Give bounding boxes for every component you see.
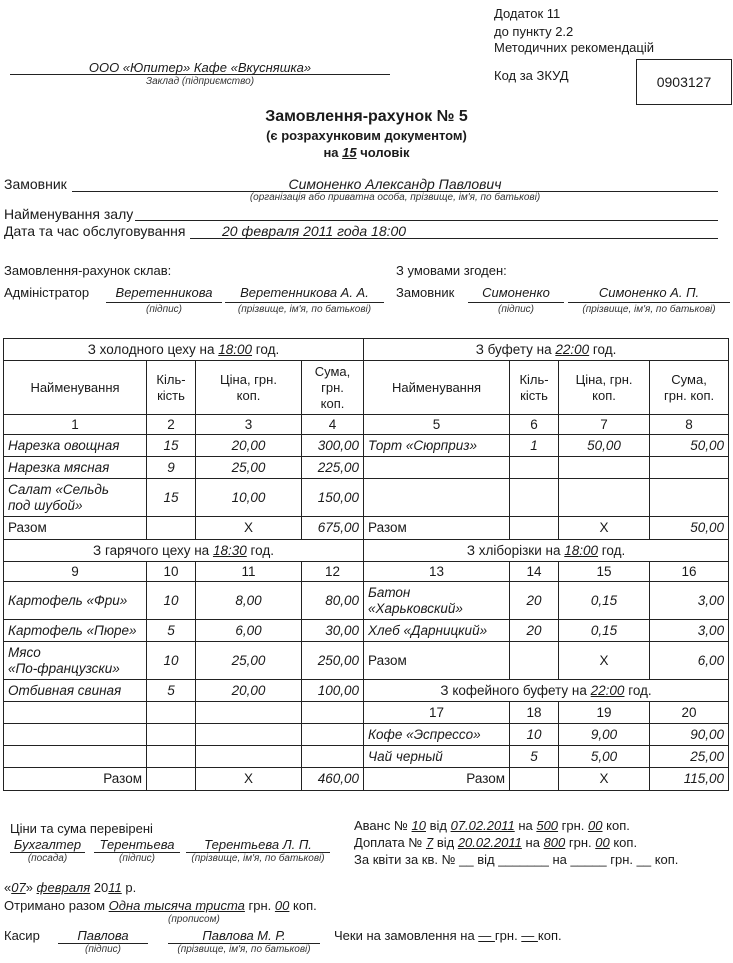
appendix-line3: Методичних рекомендацій [494,40,654,55]
table-cell: 20 [510,582,559,620]
table-cell: 300,00 [302,435,364,457]
composed-signature: Веретенникова [115,285,213,300]
table-cell: 6 [510,415,559,435]
org-name: ООО «Юпитер» Кафе «Вкусняшка» [88,60,312,75]
table-row [4,702,729,724]
table-cell: 5 [147,680,196,702]
table-cell [510,642,559,680]
table-cell: Отбивная свиная [4,680,147,702]
table-cell: 11 [196,562,302,582]
table-cell: 5 [364,415,510,435]
table-cell: 675,00 [302,517,364,540]
table-cell: 1 [4,415,147,435]
agreed-role: Замовник [396,285,455,300]
table-cell: 460,00 [302,768,364,791]
table-cell: 150,00 [302,479,364,517]
section-title: З буфету на 22:00 год. [364,339,729,361]
org-caption: Заклад (підприємство) [145,76,255,87]
table-row [4,746,729,768]
table-cell: Разом [4,517,147,540]
table-cell: Картофель «Фри» [4,582,147,620]
table-row [4,768,729,791]
table-cell [4,702,147,724]
table-cell: 3 [196,415,302,435]
table-cell: Салат «Сельдь под шубой» [4,479,147,517]
table-cell: Батон «Харьковский» [364,582,510,620]
order-invoice-page: Додаток 11 до пункту 2.2 Методичних рекомендацій ООО «Юпитер» Кафе «Вкусняшка» Заклад (підприємство) Код за ЗКУД 0903127 Замовлення-рахунок № 5 (є розрахунковим документом) на 15 чоловік Замовник Симоненко Александр Павлович (організація або приватна особа, прізвище, ім'я, по батькові) Найменування залу Дата та час обслуговування 20 февраля 2011 года 18:00 Замовлення-рахунок склав: Адміністратор Веретенникова (підпис) Веретенникова А. А. (прізвище, ім'я, по батькові) З умовами згоден: Замовник Симоненко (підпис) Симоненко А. П. (прізвище, ім'я, по батькові) З холодного цеху на 18:00 год. З буфету на 22:00 год. Найменування Кіль- кість Ціна, грн. коп. Сума, грн. коп. Найменування Кіль- кість Ціна, грн. коп. Сума, грн. коп. 1 2 3 4 5 6 7 8 Нарезка овощная 15 20,00 300,00 Торт «Сюрприз» 1 50,00 50,00 Нарезка мясная 9 25,00 225,00 Салат «Сельдь под шубой» 15 10,00 150,00 Разом X 675,00 Разом X 50,00 З гарячого цеху на 18:30 год. З хліборізки на 18:00 год. 9 10 11 12 13 14 15 16 Картофель «Фри» 10 8,00 80,00 Батон «Харьковский» 20 0,15 3,00 Картофель «Пюре» 5 6,00 30,00 Хлеб «Дарницкий» 20 0,15 3,00 Мясо «По-французски» 10 25,00 250,00 Разом X 6,00 Отбивная свиная 5 20,00 100,00 З кофейного буфету на 22:00 год. 17 18 19 20 Кофе «Эспрессо» 10 9,00 90,00 Чай черный 5 5,00 25,00 Разом X 460,00 Разом X 115,00 Ціни та сума перевірені Бухгалтер (посада) Терентьева (підпис) Терентьева Л. П. (прізвище, ім'я, по батькові) Аванс № 10 від 07.02.2011 на 500 грн. 00 коп. Доплата № 7 від 20.02.2011 на 800 грн. 00 коп. За квіти за кв. № __ від _______ на _____ грн. __ коп. «07» февраля 2011 р. Отримано разом Одна тысяча триста грн. 00 коп. (прописом) Касир Павлова (підпис) Павлова М. Р. (прізвище, ім'я, по батькові) Чеки на замовлення на — грн. — коп. [0,0,733,963]
table-cell: 6,00 [650,642,729,680]
check-signature: Терентьева [99,837,175,852]
received-line: Отримано разом Одна тысяча триста грн. 00 коп. [4,898,317,913]
table-cell: Ціна, грн. коп. [559,361,650,415]
order-table [3,338,729,791]
extra-payment-line: Доплата № 7 від 20.02.2011 на 800 грн. 00 коп. [354,835,638,850]
table-cell: 9 [4,562,147,582]
table-cell [364,457,510,479]
table-cell [302,746,364,768]
table-cell [147,724,196,746]
table-cell: 3,00 [650,620,729,642]
table-row [4,680,729,702]
table-cell: Сума, грн. коп. [302,361,364,415]
table-cell [510,517,559,540]
table-cell: 19 [559,702,650,724]
table-cell: Разом [364,768,510,791]
table-cell: 10 [510,724,559,746]
table-cell: 16 [650,562,729,582]
table-cell: X [196,768,302,791]
cashier-signature: Павлова [77,928,129,943]
table-cell [650,457,729,479]
table-cell: 15 [147,479,196,517]
page-title: Замовлення-рахунок № 5 [265,108,468,125]
check-position: Бухгалтер [13,837,82,852]
table-cell: 20 [510,620,559,642]
table-row [4,540,729,562]
table-cell: 1 [510,435,559,457]
cashier-name: Павлова М. Р. [202,928,286,943]
table-cell [147,768,196,791]
table-cell: 0,15 [559,620,650,642]
table-cell: Найменування [4,361,147,415]
code-label: Код за ЗКУД [494,68,569,83]
table-cell [4,724,147,746]
datetime-value: 20 февраля 2011 года 18:00 [222,223,407,239]
table-row [4,361,729,415]
page-subtitle: (є розрахунковим документом) [266,128,467,143]
table-cell: X [196,517,302,540]
table-row [4,457,729,479]
hall-label: Найменування залу [4,206,134,222]
table-cell: 12 [302,562,364,582]
table-cell: Хлеб «Дарницкий» [364,620,510,642]
table-cell: Кіль- кість [147,361,196,415]
table-cell: 5,00 [559,746,650,768]
checks-line: Чеки на замовлення на — грн. — коп. [334,928,562,943]
table-cell: Ціна, грн. коп. [196,361,302,415]
table-cell [559,457,650,479]
table-row [4,435,729,457]
table-cell: Разом [4,768,147,791]
table-row [4,415,729,435]
table-cell: 0,15 [559,582,650,620]
table-cell: 9 [147,457,196,479]
persons-count: 15 [342,145,357,160]
table-cell: 14 [510,562,559,582]
table-row [4,339,729,361]
appendix-line2: до пункту 2.2 [494,24,574,39]
table-cell: 7 [559,415,650,435]
customer-caption: (організація або приватна особа, прізвище, ім'я, по батькові) [249,192,541,203]
table-cell: Кофе «Эспрессо» [364,724,510,746]
table-cell: Мясо «По-французски» [4,642,147,680]
table-cell [510,479,559,517]
table-cell: 30,00 [302,620,364,642]
check-name: Терентьева Л. П. [204,837,312,852]
section-title: З кофейного буфету на 22:00 год. [364,680,729,702]
table-row [4,582,729,620]
table-cell: 15 [147,435,196,457]
table-row [4,479,729,517]
code-box [636,59,732,105]
table-cell: 20,00 [196,680,302,702]
customer-value: Симоненко Александр Павлович [288,176,502,192]
table-cell: X [559,642,650,680]
table-cell: 90,00 [650,724,729,746]
table-cell: 6,00 [196,620,302,642]
table-cell: 100,00 [302,680,364,702]
table-cell: 2 [147,415,196,435]
datetime-label: Дата та час обслуговування [4,223,186,239]
table-cell: X [559,768,650,791]
table-cell: Нарезка мясная [4,457,147,479]
table-row [4,620,729,642]
section-title: З хліборізки на 18:00 год. [364,540,729,562]
table-cell: 10,00 [196,479,302,517]
table-cell [196,702,302,724]
table-cell: Разом [364,642,510,680]
table-cell: Кіль- кість [510,361,559,415]
table-cell [302,724,364,746]
table-row [4,517,729,540]
table-row [4,642,729,680]
appendix-line1: Додаток 11 [494,6,561,21]
table-cell: Найменування [364,361,510,415]
table-cell: 250,00 [302,642,364,680]
receipts-line: За квіти за кв. № __ від _______ на _____ грн. __ коп. [354,852,679,867]
table-cell: 25,00 [196,457,302,479]
table-cell: 225,00 [302,457,364,479]
table-cell: 10 [147,562,196,582]
section-title: З холодного цеху на 18:00 год. [4,339,364,361]
advance-line: Аванс № 10 від 07.02.2011 на 500 грн. 00 коп. [354,818,630,833]
table-cell: 18 [510,702,559,724]
table-cell: Разом [364,517,510,540]
composed-role: Адміністратор [4,285,90,300]
table-cell: 50,00 [650,517,729,540]
agreed-signature: Симоненко [482,285,550,300]
table-cell [650,479,729,517]
table-cell [510,768,559,791]
table-cell [147,702,196,724]
table-cell [196,724,302,746]
table-cell: Картофель «Пюре» [4,620,147,642]
table-cell: 17 [364,702,510,724]
table-cell: 10 [147,642,196,680]
table-cell [302,702,364,724]
table-cell [559,479,650,517]
section-title: З гарячого цеху на 18:30 год. [4,540,364,562]
table-cell [196,746,302,768]
table-row [4,562,729,582]
agreed-name: Симоненко А. П. [598,285,700,300]
table-cell: 115,00 [650,768,729,791]
table-cell: 10 [147,582,196,620]
table-cell: 5 [510,746,559,768]
table-cell [4,746,147,768]
table-row [4,724,729,746]
table-cell: 50,00 [559,435,650,457]
table-cell: 13 [364,562,510,582]
code-value: 0903127 [656,74,712,90]
composed-label: Замовлення-рахунок склав: [4,263,172,278]
table-cell: 5 [147,620,196,642]
table-cell: 20,00 [196,435,302,457]
composed-name: Веретенникова А. А. [240,285,369,300]
table-cell: 25,00 [196,642,302,680]
agreed-label: З умовами згоден: [396,263,507,278]
table-cell: 15 [559,562,650,582]
table-cell [510,457,559,479]
table-cell [147,746,196,768]
table-cell: Сума, грн. коп. [650,361,729,415]
table-cell: 20 [650,702,729,724]
table-cell: X [559,517,650,540]
table-cell: 3,00 [650,582,729,620]
table-cell: 4 [302,415,364,435]
table-cell: 25,00 [650,746,729,768]
table-cell: 9,00 [559,724,650,746]
table-cell: 8,00 [196,582,302,620]
customer-label: Замовник [4,176,67,192]
check-label: Ціни та сума перевірені [10,821,153,836]
table-cell: Чай черный [364,746,510,768]
table-cell: Нарезка овощная [4,435,147,457]
table-cell: 50,00 [650,435,729,457]
date-line: «07» февраля 2011 р. [4,880,137,895]
persons-line: на 15 чоловік [323,145,410,160]
table-cell: Торт «Сюрприз» [364,435,510,457]
cashier-label: Касир [4,928,40,943]
table-cell [364,479,510,517]
table-cell: 8 [650,415,729,435]
table-cell [147,517,196,540]
table-cell: 80,00 [302,582,364,620]
